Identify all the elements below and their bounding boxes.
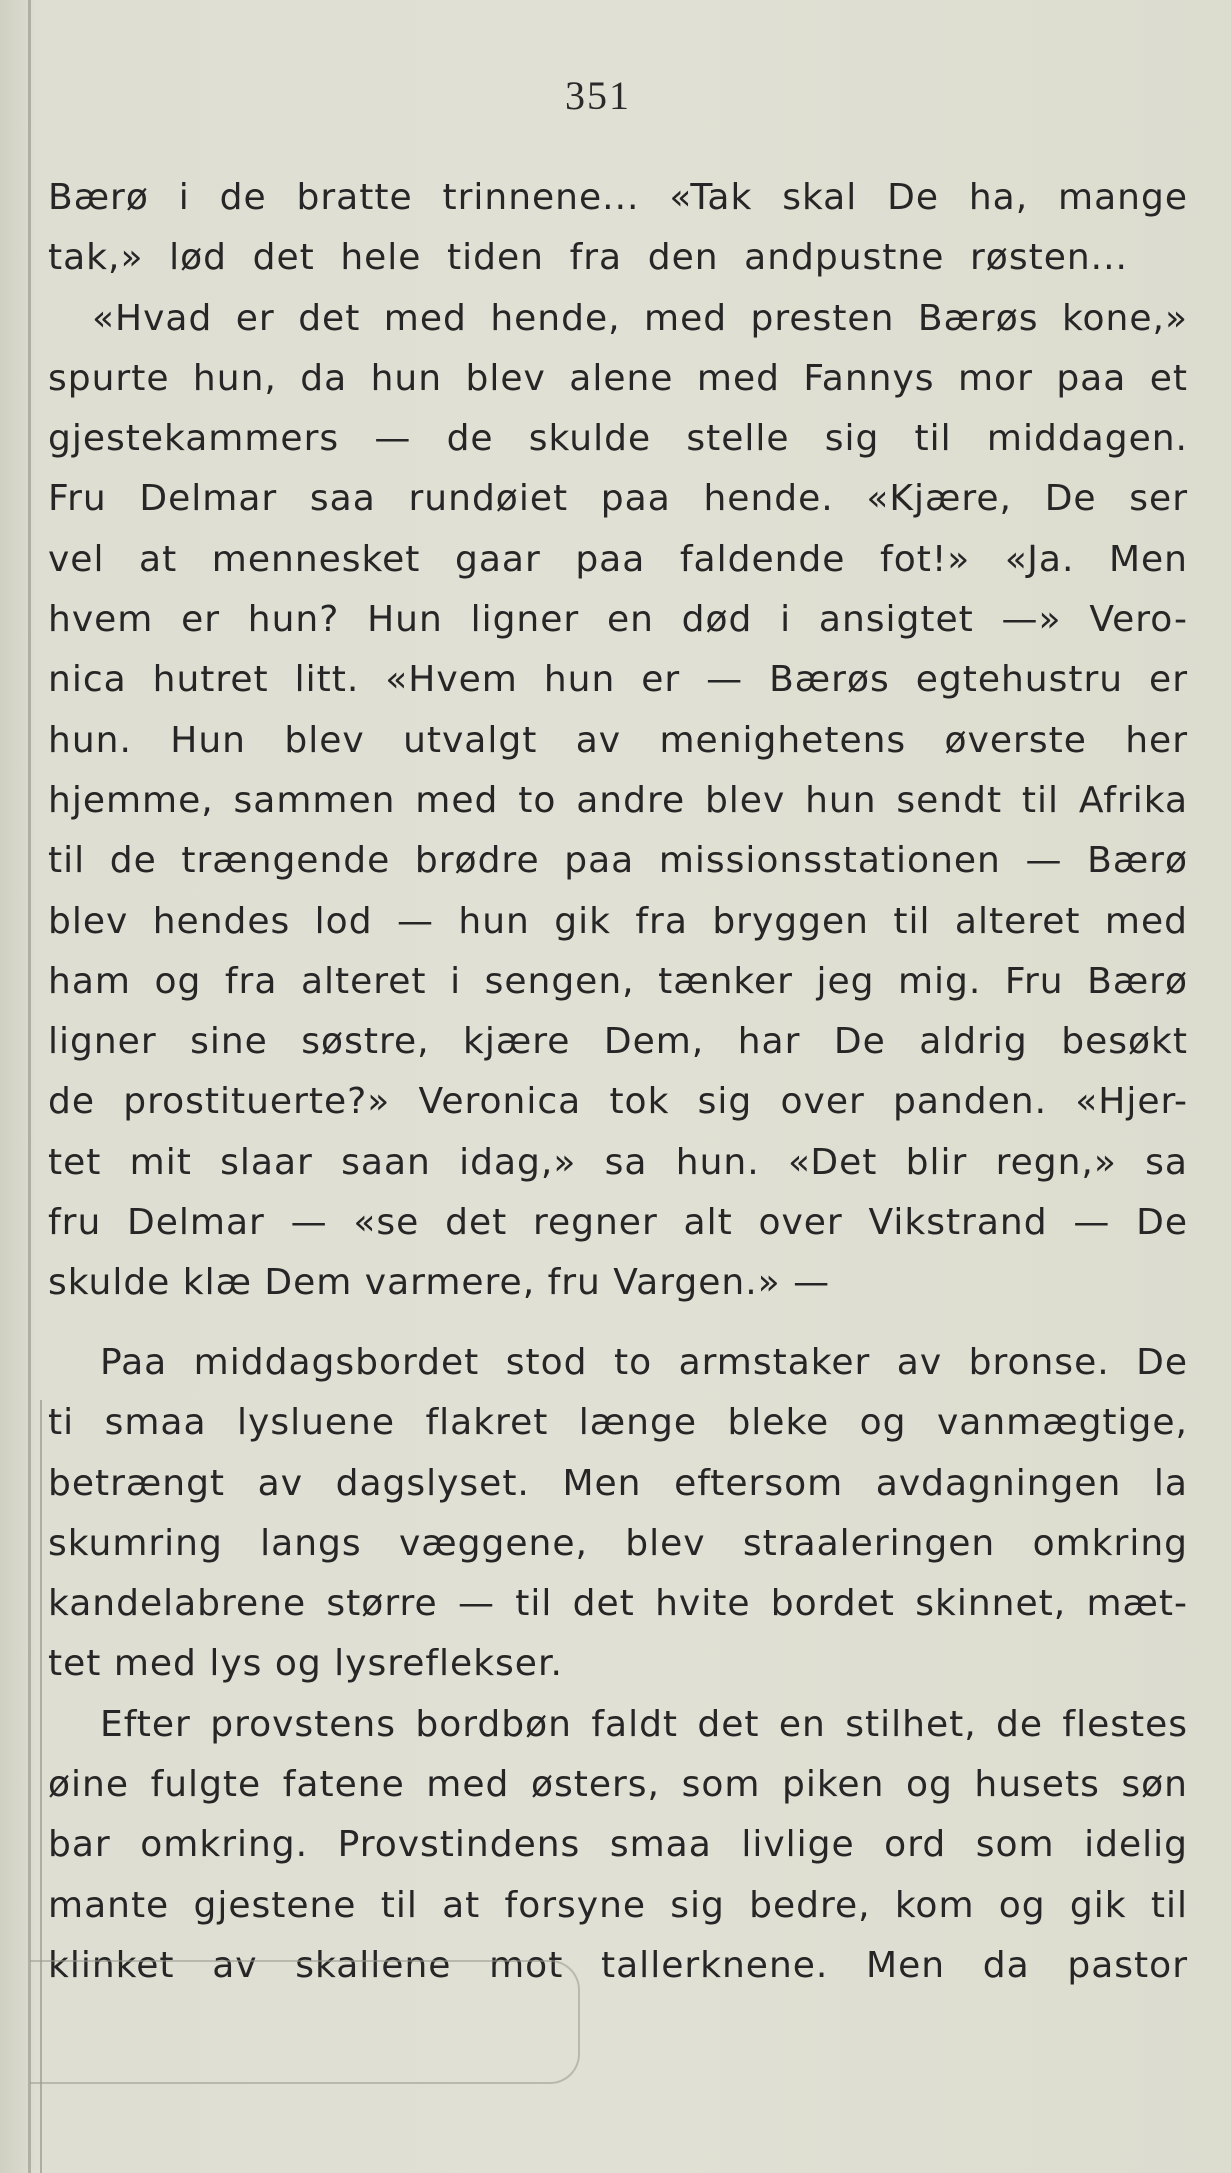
text-line: nica hutret litt. «Hvem hun er — Bærøs egtehustru er — [48, 659, 1188, 701]
text-line: hjemme, sammen med to andre blev hun sendt til Afrika — [48, 779, 1188, 821]
text-line: tet med lys og lysreflekser. — [48, 1643, 563, 1685]
text-line: ti smaa lysluene flakret længe bleke og vanmægtige, — [48, 1402, 1188, 1444]
text-line: de prostituerte?» Veronica tok sig over panden. «Hjer- — [48, 1081, 1188, 1123]
text-line: Bærø i de bratte trinnene... «Tak skal De ha, mange — [48, 177, 1188, 218]
text-line: skumring langs væggene, blev straaleringen omkring — [48, 1522, 1188, 1564]
text-line: tet mit slaar saan idag,» sa hun. «Det blir regn,» sa — [48, 1141, 1188, 1183]
text-line: skulde klæ Dem varmere, fru Vargen.» — — [48, 1262, 831, 1304]
paragraph-2 — [48, 1333, 1188, 1996]
text-line: blev hendes lod — hun gik fra bryggen til alteret med — [48, 900, 1188, 942]
page-gutter-shadow — [28, 0, 31, 2173]
text-line: øine fulgte fatene med østers, som piken og husets søn — [48, 1764, 1188, 1806]
text-line: gjestekammers — de skulde stelle sig til middagen. — [48, 418, 1188, 460]
text-line: mante gjestene til at forsyne sig bedre, kom og gik til — [48, 1884, 1188, 1926]
text-line: hun. Hun blev utvalgt av menighetens øverste her — [48, 719, 1188, 761]
text-line: betrængt av dagslyset. Men eftersom avdagningen la — [48, 1462, 1188, 1504]
text-line: Paa middagsbordet stod to armstaker av bronse. De — [100, 1342, 1188, 1383]
text-line: tak,» lød det hele tiden fra den andpustne røsten... — [48, 237, 1128, 279]
text-line: spurte hun, da hun blev alene med Fannys mor paa et — [48, 357, 1188, 399]
text-line: hvem er hun? Hun ligner en død i ansigtet —» Vero- — [48, 599, 1188, 641]
text-line: Fru Delmar saa rundøiet paa hende. «Kjære, De ser — [48, 478, 1188, 520]
text-line: ham og fra alteret i sengen, tænker jeg mig. Fru Bærø — [48, 960, 1188, 1002]
text-line: til de trængende brødre paa missionsstationen — Bærø — [48, 840, 1188, 882]
text-line: kandelabrene større — til det hvite bordet skinnet, mæt- — [48, 1583, 1188, 1625]
text-line: klinket av skallene mot tallerknene. Men da pastor — [48, 1944, 1188, 1986]
text-line: Efter provstens bordbøn faldt det en stilhet, de flestes — [100, 1703, 1188, 1745]
page-number: 351 — [565, 73, 631, 118]
text-line: «Hvad er det med hende, med presten Bærøs kone,» — [92, 297, 1188, 339]
paragraph-1 — [48, 168, 1188, 1314]
text-line: ligner sine søstre, kjære Dem, har De aldrig besøkt — [48, 1021, 1188, 1063]
text-line: fru Delmar — «se det regner alt over Vikstrand — De — [48, 1202, 1188, 1244]
text-line: vel at mennesket gaar paa faldende fot!» «Ja. Men — [48, 538, 1188, 580]
text-line: bar omkring. Provstindens smaa livlige ord som idelig — [48, 1824, 1188, 1866]
page-tab-shadow — [30, 1960, 580, 2084]
